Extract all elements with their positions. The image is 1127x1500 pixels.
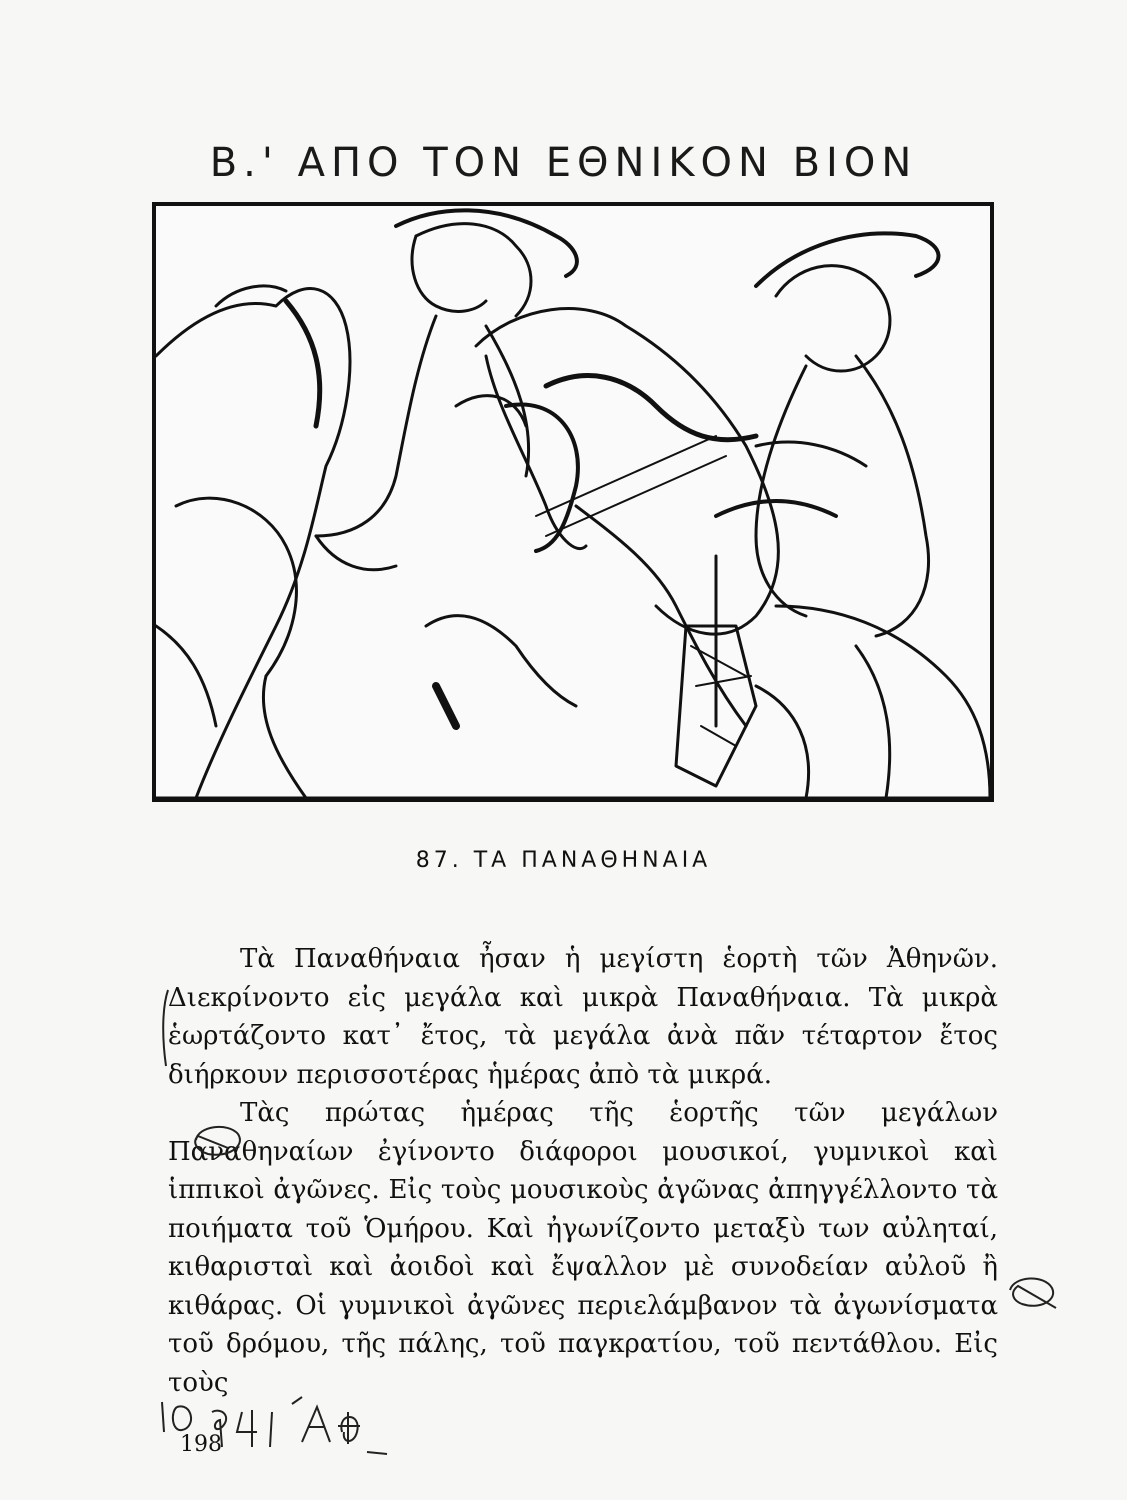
page-number: 198: [180, 1432, 222, 1457]
chapter-title: 87. ΤΑ ΠΑΝΑΘΗΝΑΙΑ: [415, 848, 712, 873]
paragraph-2: Τὰς πρώτας ἡμέρας τῆς ἑορτῆς τῶν μεγάλων Παναθηναίων ἐγίνοντο διάφοροι μουσικοί, γυμνικοὶ καὶ ἱππικοὶ ἀγῶνες. Εἰς τοὺς μουσικοὺς ἀγῶνας ἀπηγγέλλοντο τὰ ποιήματα τοῦ Ὁμήρου. Καὶ ἠγωνίζοντο μεταξὺ των αὐληταί, κιθαρισταὶ καὶ ἀοιδοὶ καὶ ἔψαλλον μὲ συνοδείαν αὐλοῦ ἢ κιθάρας. Οἱ γυμνικοὶ ἀγῶνες περιελάμβανον τὰ ἀγωνίσματα τοῦ δρόμου, τῆς πάλης, τοῦ παγκρατίου, τοῦ πεντάθλου. Εἰς τοὺς: [168, 1098, 998, 1398]
margin-bracket-mark: [156, 988, 176, 1068]
end-circle-mark: [1004, 1270, 1064, 1314]
horse-riders-illustration: [152, 202, 994, 802]
paragraph-circle-mark: [188, 1118, 248, 1162]
body-text: [168, 940, 998, 1402]
section-title: Β.' ΑΠΟ ΤΟΝ ΕΘΝΙΚΟΝ ΒΙΟΝ: [209, 140, 918, 186]
paragraph-1: Τὰ Παναθήναια ἦσαν ἡ μεγίστη ἑορτὴ τῶν Ἀθηνῶν. Διεκρίνοντο εἰς μεγάλα καὶ μικρὰ Παναθήναια. Τὰ μικρὰ ἑωρτάζοντο κατ᾽ ἔτος, τὰ μεγάλα ἀνὰ πᾶν τέταρτον ἔτος διήρκουν περισσοτέρας ἡμέρας ἀπὸ τὰ μικρά.: [168, 944, 998, 1090]
